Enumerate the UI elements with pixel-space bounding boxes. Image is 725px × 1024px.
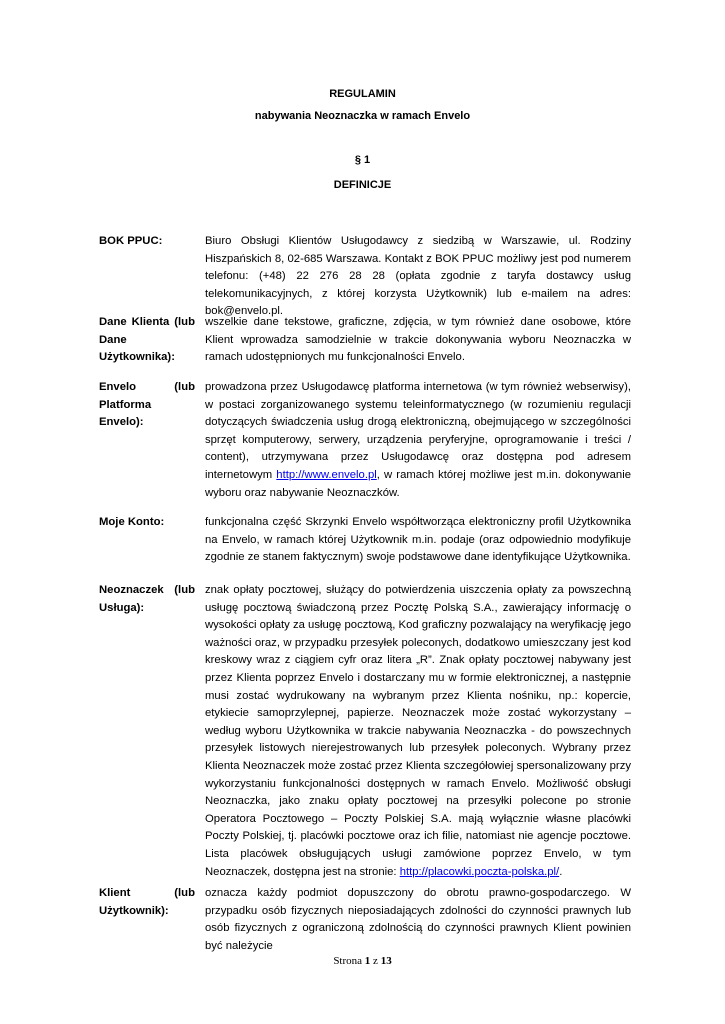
definition-term: Neoznaczek (lub Usługa): (99, 584, 195, 614)
definition-text: funkcjonalna część Skrzynki Envelo współtworząca elektroniczny profil Użytkownika na Envelo, w ramach której Użytkownik m.in. podaje (oraz odpowiednio modyfikuje zgodnie ze stanem faktycznym) swoje podstawowe dane identyfikujące Użytkownika. (205, 516, 631, 564)
definition-term: Klient (lub Użytkownik): (99, 887, 195, 917)
document-title: REGULAMIN (329, 88, 396, 100)
definition-text: prowadzona przez Usługodawcę platforma internetowa (w tym również webserwisy), w postaci zorganizowanego systemu teleinformatycznego (w rozumieniu regulacji dotyczących świadczenia usług drogą elektroniczną, obejmującego w szczególności sprzęt komputerowy, serwery, urządzenia peryferyjne, oprogramowanie i treści / content), utrzymywana przez Usługodawcę oraz dostępna pod adresem internetowym http://www.envelo.pl, w ramach której możliwe jest m.in. dokonywanie wyboru oraz nabywanie Neoznaczków. (205, 381, 631, 499)
section-number: § 1 (354, 154, 371, 166)
page-footer (0, 955, 725, 967)
section-title: DEFINICJE (333, 179, 392, 191)
document-subtitle: nabywania Neoznaczka w ramach Envelo (254, 110, 471, 122)
definition-term: Envelo (lub Platforma Envelo): (99, 381, 195, 429)
placowki-poczta-polska-link[interactable]: http://placowki.poczta-polska.pl/ (399, 865, 560, 878)
definition-term: Dane Klienta (lub Dane Użytkownika): (99, 316, 195, 364)
page-label: Strona (333, 955, 363, 967)
definition-text: Biuro Obsługi Klientów Usługodawcy z siedzibą w Warszawie, ul. Rodziny Hiszpańskich 8, 02-685 Warszawa. Kontakt z BOK PPUC możliwy jest pod numerem telefonu: (+48) 22 276 28 28 (opłata zgodnie z taryfa dostawcy usług telekomunikacyjnych, z której korzysta Użytkownik) lub e-mailem na adres: bok@envelo.pl. (205, 235, 631, 318)
definition-term: BOK PPUC: (99, 235, 163, 247)
definition-term: Moje Konto: (99, 516, 165, 528)
definition-text: oznacza każdy podmiot dopuszczony do obrotu prawno-gospodarczego. W przypadku osób fizycznych nieposiadających zdolności do czynności prawnych lub osób fizycznych z ograniczoną zdolnością do czynności prawnych Klient powinien być należycie (205, 887, 631, 952)
page-separator: z (373, 955, 378, 967)
definition-text: wszelkie dane tekstowe, graficzne, zdjęcia, w tym również dane osobowe, które Klient wprowadza samodzielnie w trakcie dokonywania wyboru Neoznaczka w ramach udostępnionych mu funkcjonalności Envelo. (205, 316, 631, 364)
definition-text: znak opłaty pocztowej, służący do potwierdzenia uiszczenia opłaty za powszechną usługę pocztową świadczoną przez Pocztę Polską S.A., zawierający informację o wysokości opłaty za usługę pocztową, Kod graficzny pozwalający na weryfikację jego ważności oraz, w przypadku przesyłek poleconych, dodatkowo umieszczany jest kod kreskowy wraz z ciągiem cyfr oraz litera „R”. Znak opłaty pocztowej nabywany jest przez Klienta poprzez Envelo i dostarczany mu w formie elektronicznej, a następnie musi zostać wydrukowany na wybranym przez Klienta nośniku, np.: kopercie, etykiecie samoprzylepnej, papierze. Neoznaczek może zostać wykorzystany – według wyboru Użytkownika w trakcie nabywania Neoznaczka - do powszechnych przesyłek listowych nierejestrowanych lub przesyłek poleconych. Wybrany przez Klienta Neoznaczek może zostać przez Klienta szczegółowiej spersonalizowany przy wykorzystaniu funkcjonalności dostępnych w ramach Envelo. Możliwość obsługi Neoznaczka, jako znaku opłaty pocztowej na przesyłki polecone po stronie Operatora Pocztowego – Poczty Polskiej S.A. mają wyłącznie własne placówki Poczty Polskiej, tj. placówki pocztowe oraz ich filie, natomiast nie agencje pocztowe. Lista placówek obsługujących usługi zamówione poprzez Envelo, w tym Neoznaczek, dostępna jest na stronie: http://placowki.poczta-polska.pl/. (205, 584, 631, 878)
envelo-website-link[interactable]: http://www.envelo.pl (276, 468, 377, 481)
total-pages-number: 13 (380, 955, 392, 967)
current-page-number: 1 (364, 955, 371, 967)
